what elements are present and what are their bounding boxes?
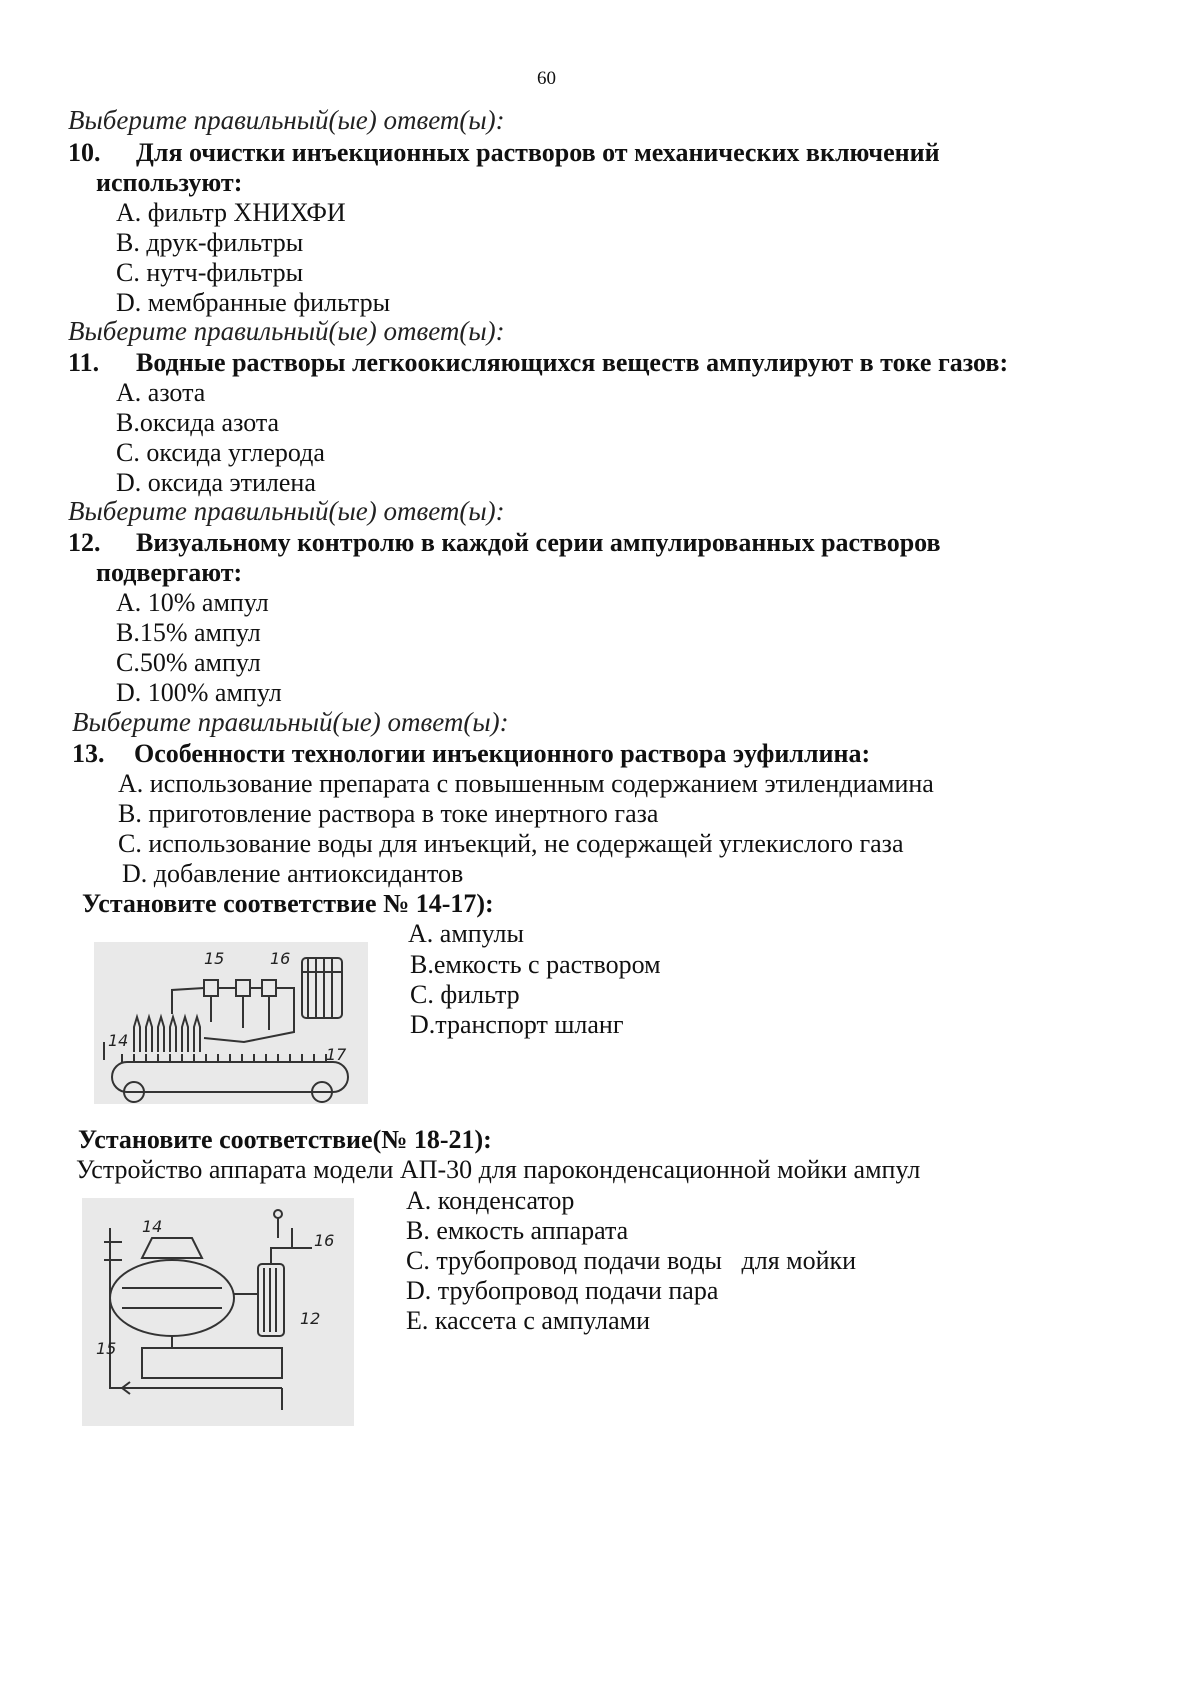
match2-option-b: В. емкость аппарата (406, 1216, 629, 1245)
option-12-c: С.50% ампул (116, 648, 261, 677)
question-text: Особенности технологии инъекционного раствора эуфиллина: (134, 739, 871, 768)
option-12-a: А. 10% ампул (116, 588, 269, 617)
option-11-c: С. оксида углерода (116, 438, 325, 467)
figure-label: 17 (326, 1045, 347, 1064)
question-text-cont: используют: (96, 168, 243, 197)
match1-option-c: С. фильтр (410, 980, 520, 1009)
match1-option-a: А. ампулы (408, 919, 524, 948)
option-12-d: D. 100% ампул (116, 678, 282, 707)
washing-apparatus-drawing (82, 1198, 354, 1426)
match1-heading: Установите соответствие № 14-17): (82, 889, 494, 918)
question-10 (68, 138, 940, 168)
option-13-a: А. использование препарата с повышенным содержанием этилендиамина (118, 769, 934, 798)
match2-option-a: А. конденсатор (406, 1186, 575, 1215)
question-text: Водные растворы легкоокисляющихся веществ ампулируют в токе газов: (136, 348, 1009, 377)
option-11-b: В.оксида азота (116, 408, 280, 437)
instruction-q12: Выберите правильный(ые) ответ(ы): (68, 496, 505, 526)
instruction-q10: Выберите правильный(ые) ответ(ы): (68, 105, 505, 135)
page-number: 60 (537, 68, 556, 89)
option-10-d: D. мембранные фильтры (116, 288, 391, 317)
figure-label: 16 (314, 1231, 335, 1250)
washing-apparatus-figure (82, 1198, 354, 1426)
question-12 (68, 528, 941, 558)
match2-option-d: D. трубопровод подачи пара (406, 1276, 719, 1305)
option-10-a: А. фильтр ХНИХФИ (116, 198, 346, 227)
option-10-b: В. друк-фильтры (116, 228, 304, 257)
figure-label: 15 (204, 949, 225, 968)
instruction-q13: Выберите правильный(ые) ответ(ы): (72, 707, 509, 737)
match2-option-e: Е. кассета с ампулами (406, 1306, 651, 1335)
option-13-b: В. приготовление раствора в токе инертного газа (118, 799, 659, 828)
question-text: Для очистки инъекционных растворов от механических включений (136, 138, 940, 167)
option-11-d: D. оксида этилена (116, 468, 316, 497)
figure-label: 12 (300, 1309, 321, 1328)
filling-machine-drawing (94, 942, 368, 1104)
match2-heading: Установите соответствие(№ 18-21): (78, 1125, 492, 1154)
match2-subheading: Устройство аппарата модели АП-30 для пароконденсационной мойки ампул (76, 1155, 921, 1184)
option-12-b: В.15% ампул (116, 618, 261, 647)
option-13-c: С. использование воды для инъекций, не содержащей углекислого газа (118, 829, 904, 858)
question-13 (72, 739, 870, 769)
figure-label: 14 (142, 1217, 163, 1236)
match1-option-d: D.транспорт шланг (410, 1010, 624, 1039)
question-number: 11. (68, 348, 100, 377)
figure-label: 14 (108, 1031, 129, 1050)
question-number: 13. (72, 739, 105, 768)
option-10-c: С. нутч-фильтры (116, 258, 304, 287)
match2-option-c: С. трубопровод подачи воды для мойки (406, 1246, 857, 1275)
figure-label: 16 (270, 949, 291, 968)
question-text-cont: подвергают: (96, 558, 243, 587)
option-13-d: D. добавление антиоксидантов (122, 859, 464, 888)
figure-label: 15 (96, 1339, 117, 1358)
instruction-q11: Выберите правильный(ые) ответ(ы): (68, 316, 505, 346)
question-text: Визуальному контролю в каждой серии ампулированных растворов (136, 528, 941, 557)
match1-option-b: В.емкость с раствором (410, 950, 661, 979)
option-11-a: А. азота (116, 378, 206, 407)
question-number: 10. (68, 138, 101, 167)
question-11 (68, 348, 1008, 378)
question-number: 12. (68, 528, 101, 557)
filling-machine-figure (94, 942, 368, 1104)
